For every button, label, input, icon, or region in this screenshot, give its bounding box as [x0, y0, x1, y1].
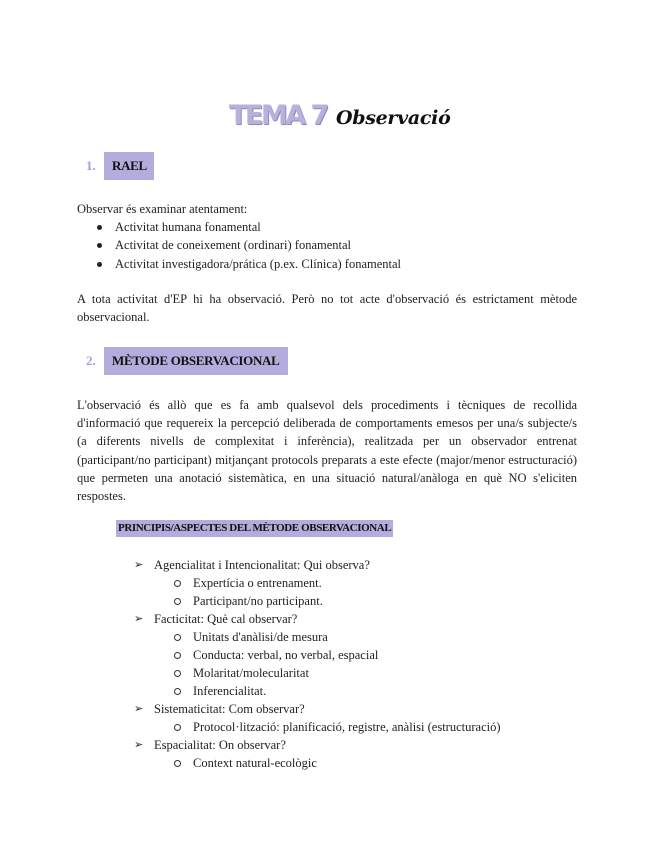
circle-bullet-icon: [174, 688, 181, 695]
arrow-bullet-icon: ➢: [134, 702, 144, 715]
list-item: [0, 718, 655, 736]
section-1-intro: Observar és examinar atentament:: [77, 202, 248, 216]
principle-label: Sistematicitat: Com observar?: [154, 702, 305, 716]
section-2-header: [0, 347, 655, 375]
list-item: Activitat humana fonamental: [77, 218, 577, 236]
principle-label: Agencialitat i Intencionalitat: Qui observa?: [154, 558, 370, 572]
circle-bullet-icon: [174, 652, 181, 659]
list-item: [0, 592, 655, 610]
section-1-number: 1.: [86, 158, 96, 173]
principles-list: [0, 556, 655, 772]
list-item: [0, 556, 655, 574]
principle-subitem: Participant/no participant.: [193, 594, 323, 608]
principle-subitem: Context natural-ecològic: [193, 756, 317, 770]
section-1-heading: RAEL: [104, 152, 154, 180]
list-item: [0, 682, 655, 700]
principle-subitem: Molaritat/molecularitat: [193, 666, 309, 680]
section-1-bullet-list: [77, 218, 577, 273]
list-item: Activitat investigadora/prática (p.ex. Clínica) fonamental: [77, 255, 577, 273]
list-item: [0, 754, 655, 772]
principle-subitem: Expertícia o entrenament.: [193, 576, 322, 590]
list-item: [0, 610, 655, 628]
arrow-bullet-icon: ➢: [134, 738, 144, 751]
list-item: [0, 664, 655, 682]
subtitle: Observació: [336, 107, 451, 129]
list-item: [0, 574, 655, 592]
section-2-number: 2.: [86, 353, 96, 368]
principle-subitem: Inferencialitat.: [193, 684, 267, 698]
arrow-bullet-icon: ➢: [134, 612, 144, 625]
section-1-body: [77, 200, 577, 273]
list-item: Activitat de coneixement (ordinari) fonamental: [77, 236, 577, 254]
circle-bullet-icon: [174, 760, 181, 767]
section-1-paragraph: A tota activitat d'EP hi ha observació. Però no tot acte d'observació és estrictament mètode observacional.: [77, 292, 577, 325]
list-item: [0, 700, 655, 718]
arrow-bullet-icon: ➢: [134, 558, 144, 571]
tema-label: TEMA 7: [229, 100, 327, 131]
circle-bullet-icon: [174, 724, 181, 731]
circle-bullet-icon: [174, 670, 181, 677]
principle-label: Espacialitat: On observar?: [154, 738, 286, 752]
principle-subitem: Protocol·lització: planificació, registre, anàlisi (estructuració): [193, 720, 501, 734]
list-item: [0, 736, 655, 754]
section-1-header: [0, 152, 655, 180]
principles-subheading: PRINCIPIS/ASPECTES DEL MÈTODE OBSERVACIONAL: [116, 520, 393, 537]
list-item: [0, 646, 655, 664]
principle-subitem: Unitats d'anàlisi/de mesura: [193, 630, 328, 644]
circle-bullet-icon: [174, 634, 181, 641]
section-2-paragraph: L'observació és allò que es fa amb qualsevol dels procediments i tècniques de recollida d'informació que requereix la percepció deliberada de comportaments emesos per una/s subjecte/s (a diferents nivells de complexitat i inferència), realitzada per un observador entrenat (participant/no participant) mitjançant protocols preparats a este efecte (major/menor estructuració) que permeten una anotació sistemàtica, en una situació natural/anàloga en què NO s'eliciten respostes.: [77, 398, 577, 504]
principle-subitem: Conducta: verbal, no verbal, espacial: [193, 648, 379, 662]
circle-bullet-icon: [174, 580, 181, 587]
principle-label: Facticitat: Què cal observar?: [154, 612, 298, 626]
list-item: [0, 628, 655, 646]
section-2-heading: MÈTODE OBSERVACIONAL: [104, 347, 288, 375]
circle-bullet-icon: [174, 598, 181, 605]
document-title: [0, 98, 655, 134]
